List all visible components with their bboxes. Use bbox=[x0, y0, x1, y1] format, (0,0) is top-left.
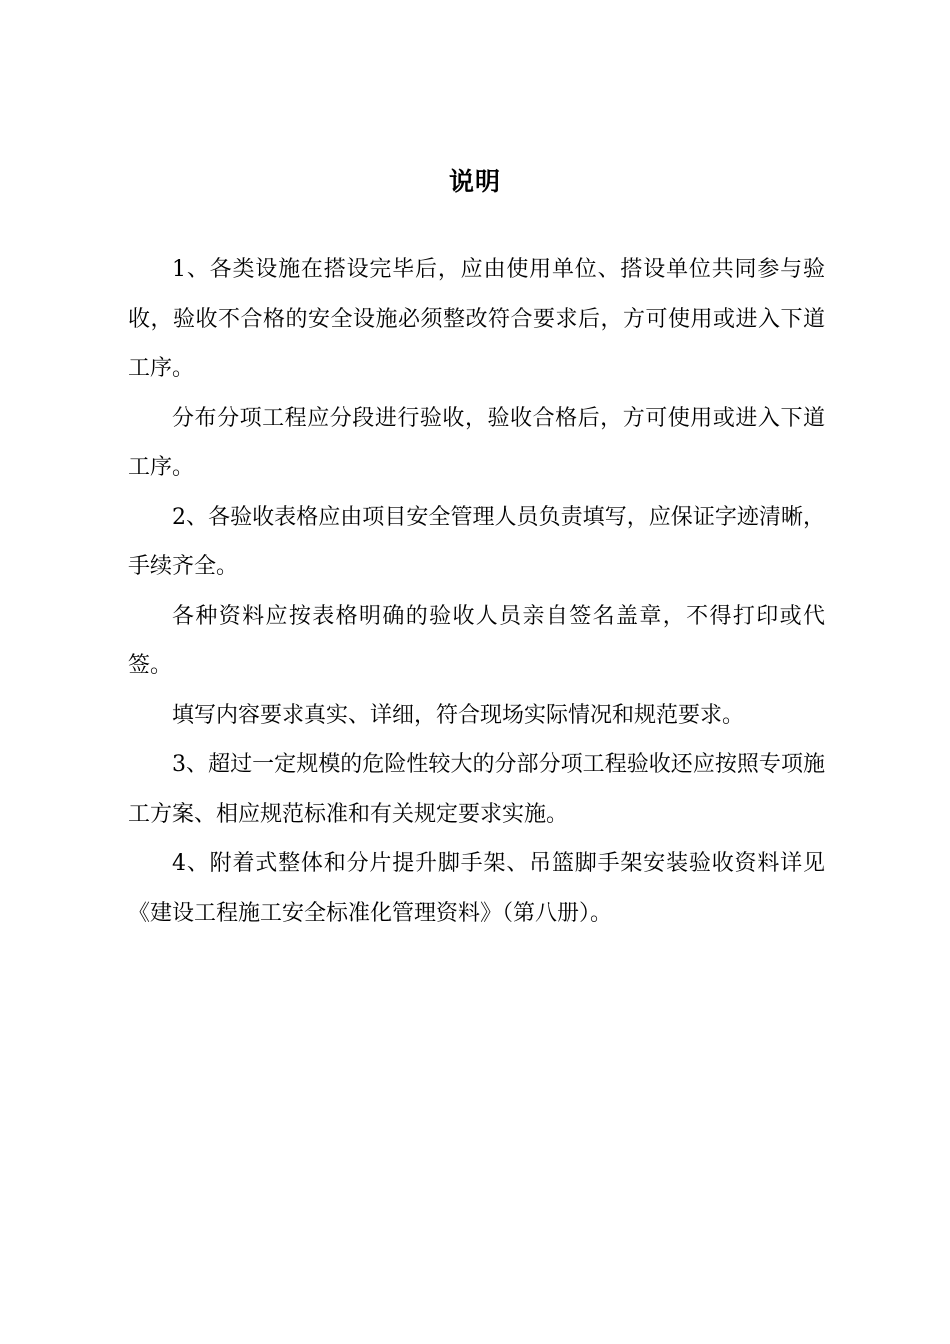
paragraph-2: 分布分项工程应分段进行验收，验收合格后，方可使用或进入下道工序。 bbox=[128, 405, 825, 480]
paragraph-1: 1、各类设施在搭设完毕后，应由使用单位、搭设单位共同参与验收，验收不合格的安全设施必须整改符合要求后，方可使用或进入下道工序。 bbox=[128, 257, 825, 381]
paragraph-3: 2、各验收表格应由项目安全管理人员负责填写，应保证字迹清晰，手续齐全。 bbox=[128, 504, 825, 579]
paragraph-6: 3、超过一定规模的危险性较大的分部分项工程验收还应按照专项施工方案、相应规范标准和有关规定要求实施。 bbox=[128, 752, 825, 827]
paragraph-5: 填写内容要求真实、详细，符合现场实际情况和规范要求。 bbox=[172, 702, 745, 728]
paragraph-4: 各种资料应按表格明确的验收人员亲自签名盖章，不得打印或代签。 bbox=[128, 603, 825, 678]
document-title: 说明 bbox=[448, 167, 501, 196]
document-body bbox=[128, 245, 825, 938]
paragraph-7: 4、附着式整体和分片提升脚手架、吊篮脚手架安装验收资料详见《建设工程施工安全标准化管理资料》（第八册）。 bbox=[128, 851, 825, 926]
